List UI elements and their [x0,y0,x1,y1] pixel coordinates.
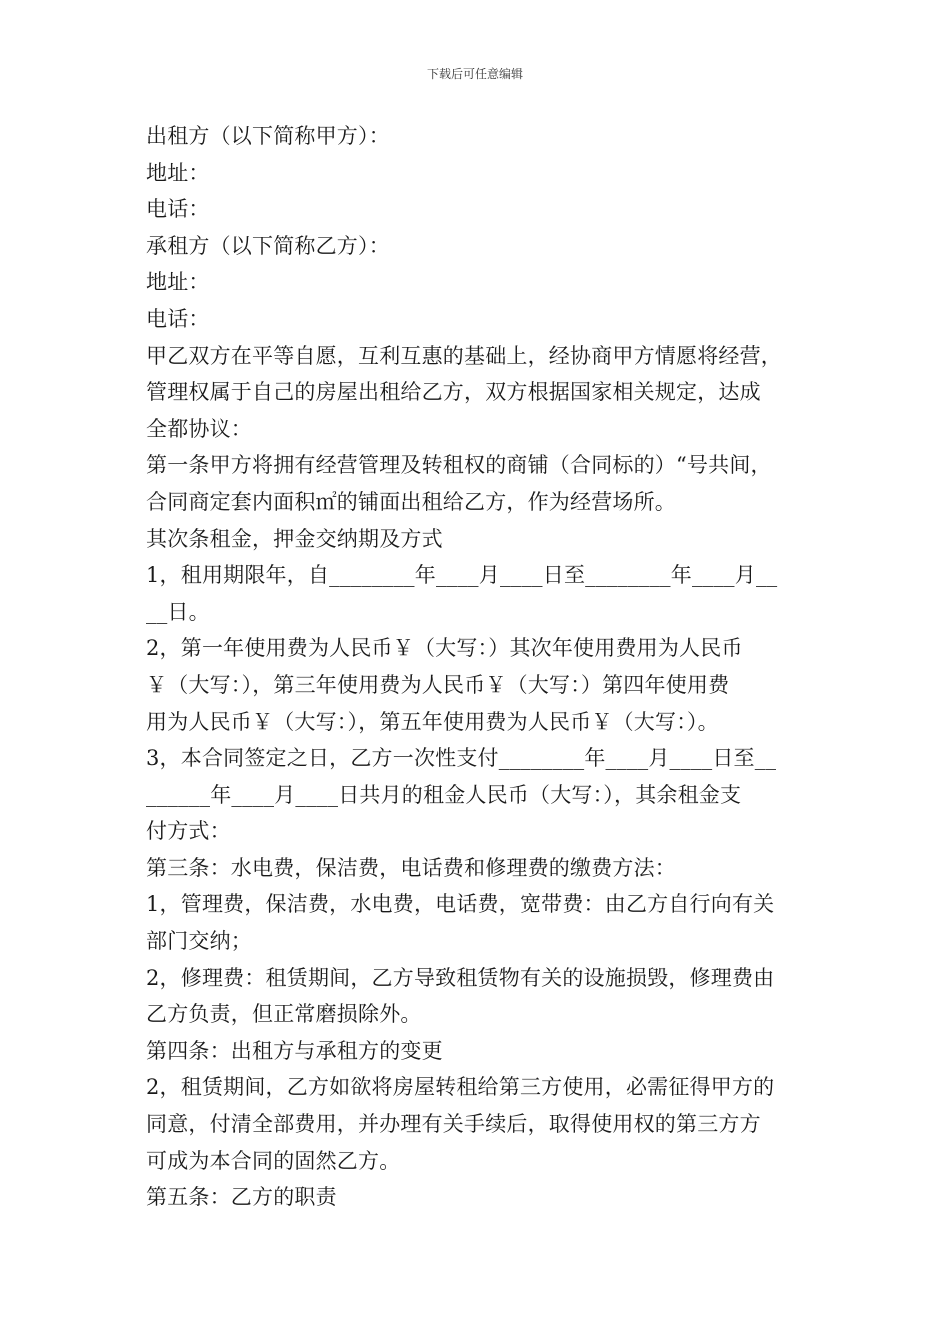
article-four-heading: 第四条：出租方与承租方的变更 [146,1038,443,1063]
clause-line: 2，修理费：租赁期间，乙方导致租赁物有关的设施损毁，修理费由 [146,965,775,990]
article-two-heading: 其次条租金，押金交纳期及方式 [146,526,443,551]
article-one-line: 第一条甲方将拥有经营管理及转租权的商铺（合同标的）“号共间， [146,453,772,478]
lessee-address-line: 地址： [146,270,210,295]
clause-line: 2，第一年使用费为人民币￥（大写：）其次年使用费用为人民币 [146,636,743,661]
clause-line: 可成为本合同的固然乙方。 [146,1148,401,1173]
lessee-phone-line: 电话： [146,306,210,331]
lessor-address-line: 地址： [146,160,210,185]
clause-line: __日。 [146,599,210,624]
lessee-line: 承租方（以下简称乙方）： [146,233,390,258]
page-header: 下载后可任意编辑 [426,67,523,81]
clause-line: 3，本合同签定之日，乙方一次性支付________年____月____日至__ [146,746,777,771]
document-body [146,118,810,1216]
clause-line: ￥（大写：），第三年使用费为人民币￥（大写：）第四年使用费 [146,672,730,697]
clause-line: 部门交纳； [146,929,252,954]
clause-line: 同意，付清全部费用，并办理有关手续后，取得使用权的第三方方 [146,1112,761,1137]
clause-line: 2，租赁期间，乙方如欲将房屋转租给第三方使用，必需征得甲方的 [146,1075,775,1100]
clause-line: 乙方负责，但正常磨损除外。 [146,1002,422,1027]
preamble-line: 全都协议： [146,416,252,441]
clause-line: 付方式： [146,819,231,844]
clause-line: 1，租用期限年，自________年____月____日至________年____月__ [146,563,778,588]
article-three-heading: 第三条：水电费，保洁费，电话费和修理费的缴费方法： [146,855,676,880]
clause-line: 1，管理费，保洁费，水电费，电话费，宽带费：由乙方自行向有关 [146,892,775,917]
clause-line: 用为人民币￥（大写：），第五年使用费为人民币￥（大写：）。 [146,709,719,734]
clause-line: ______年____月____日共月的租金人民币（大写：），其余租金支 [146,782,742,807]
article-one-line: 合同商定套内面积㎡的铺面出租给乙方，作为经营场所。 [146,489,676,514]
preamble-line: 甲乙双方在平等自愿，互利互惠的基础上，经协商甲方情愿将经营， [146,343,782,368]
article-five-heading: 第五条：乙方的职责 [146,1185,337,1210]
preamble-line: 管理权属于自己的房屋出租给乙方，双方根据国家相关规定，达成 [146,380,761,405]
lessor-phone-line: 电话： [146,197,210,222]
lessor-line: 出租方（以下简称甲方）： [146,124,390,148]
